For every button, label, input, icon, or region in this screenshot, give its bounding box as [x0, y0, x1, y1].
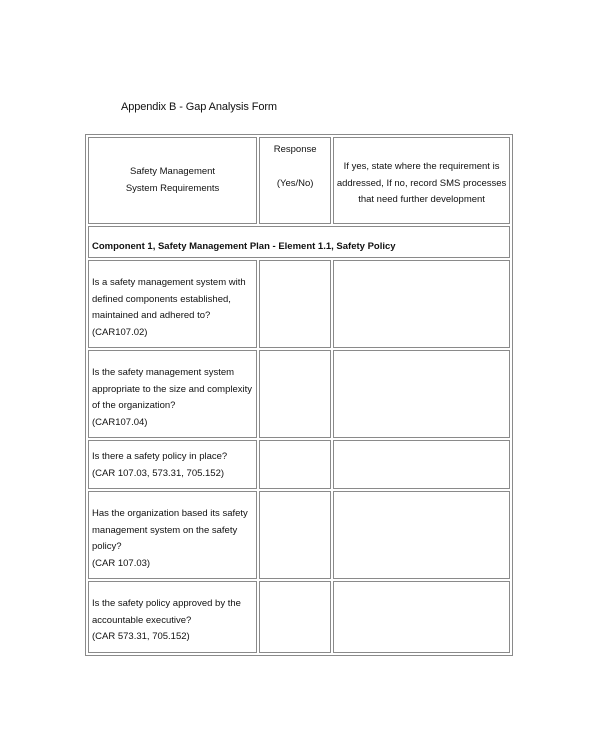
header-requirements-label: Safety Management System Requirements — [125, 166, 220, 194]
response-cell[interactable] — [259, 350, 331, 438]
notes-cell[interactable] — [333, 350, 510, 438]
requirement-reference: (CAR 107.03) — [92, 557, 151, 569]
notes-cell[interactable] — [333, 491, 510, 579]
table-row — [88, 491, 510, 579]
table-row — [88, 581, 510, 653]
notes-cell[interactable] — [333, 440, 510, 489]
requirement-reference: (CAR 573.31, 705.152) — [92, 631, 190, 642]
page-title: Appendix B - Gap Analysis Form — [121, 101, 277, 113]
table-row — [88, 350, 510, 438]
requirement-reference: (CAR107.04) — [92, 416, 148, 428]
response-cell[interactable] — [259, 581, 331, 653]
header-response — [259, 137, 331, 224]
table-row — [88, 440, 510, 489]
requirement-cell — [88, 491, 257, 579]
table-header-row — [88, 137, 510, 224]
header-response-label: Response — [273, 144, 317, 155]
response-cell[interactable] — [259, 260, 331, 348]
header-response-sub-label: (Yes/No) — [276, 177, 314, 189]
header-requirements — [88, 137, 257, 224]
gap-analysis-table — [85, 134, 513, 656]
notes-cell[interactable] — [333, 260, 510, 348]
requirement-question: Is there a safety policy in place? — [92, 451, 228, 462]
header-notes — [333, 137, 510, 224]
section-heading: Component 1, Safety Management Plan - Element 1.1, Safety Policy — [88, 226, 510, 258]
table-row — [88, 260, 510, 348]
requirement-cell — [88, 350, 257, 438]
requirement-reference: (CAR107.02) — [92, 326, 148, 338]
requirement-reference: (CAR 107.03, 573.31, 705.152) — [92, 467, 225, 479]
section-heading-row — [88, 226, 510, 258]
requirement-question: Is the safety policy approved by the accountable executive? — [92, 598, 241, 626]
response-cell[interactable] — [259, 440, 331, 489]
requirement-cell — [88, 260, 257, 348]
header-notes-label: If yes, state where the requirement is addressed, If no, record SMS processes that need further development — [336, 161, 507, 205]
requirement-question: Is a safety management system with defined components established, maintained and adhered to? — [92, 277, 246, 321]
notes-cell[interactable] — [333, 581, 510, 653]
requirement-cell — [88, 440, 257, 489]
requirement-question: Is the safety management system appropriate to the size and complexity of the organization? — [92, 367, 253, 411]
response-cell[interactable] — [259, 491, 331, 579]
requirement-question: Has the organization based its safety management system on the safety policy? — [92, 508, 248, 552]
requirement-cell — [88, 581, 257, 653]
